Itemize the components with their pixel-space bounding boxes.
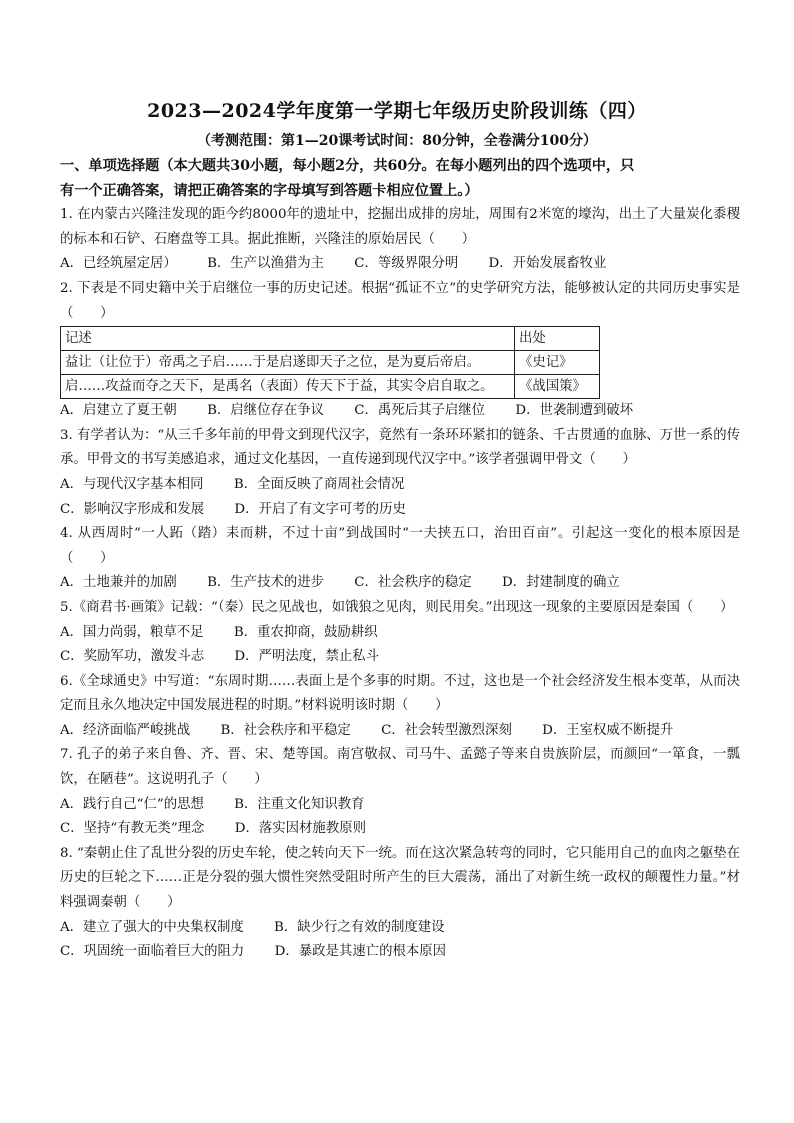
question-stem: 4. 从西周时“一人跖（踏）耒而耕，不过十亩”到战国时“一夫挟五口，治田百亩”。引起这一变化的根本原因是（ ）	[60, 526, 740, 566]
question-stem: 5.《商君书·画策》记载：“（秦）民之见战也，如饿狼之见肉，则民用矣。”出现这一现象的主要原因是秦国（ ）	[60, 599, 734, 615]
table-cell: 《战国策》	[515, 375, 600, 399]
option-d: D．世袭制遭到破坏	[515, 403, 634, 419]
exam-scope: （考测范围：第1—20课考试时间：80分钟，全卷满分100分）	[197, 133, 597, 149]
option-d: D．封建制度的确立	[501, 575, 620, 591]
option-c: C．社会秩序的稳定	[354, 575, 472, 591]
option-b: B．注重文化知识教育	[234, 796, 365, 812]
table-header-row	[61, 327, 600, 351]
question-4	[60, 522, 740, 596]
question-options	[60, 817, 740, 842]
option-c: C．奖励军功，激发斗志	[60, 649, 205, 665]
question-8	[60, 842, 740, 965]
option-a: A．国力尚弱，粮草不足	[60, 624, 204, 640]
question-stem: 8. “秦朝止住了乱世分裂的历史车轮，使之转向天下一统。而在这次紧急转弯的同时，它只能用自己的血肉之躯垫在历史的巨轮之下……正是分裂的强大惯性突然受阻时所产生的巨大震荡，涌出了对新生统一政权的颠覆性力量。”材料强调秦朝（ ）	[60, 845, 741, 911]
option-b: B．生产技术的进步	[207, 575, 325, 591]
question-options	[60, 645, 740, 670]
option-d: D．王室权威不断提升	[542, 722, 674, 738]
source-table	[60, 326, 600, 399]
table-row	[61, 375, 600, 399]
option-d: D．严明法度，禁止私斗	[234, 649, 380, 665]
question-options	[60, 571, 740, 596]
table-cell: 启……攻益而夺之天下，是禹名（表面）传天下于益，其实令启自取之。	[61, 375, 515, 399]
question-stem: 6.《全球通史》中写道：“东周时期……表面上是个多事的时期。不过，这也是一个社会经济发生根本变革，从而决定而且永久地决定中国发展进程的时期。”材料说明该时期（ ）	[60, 673, 740, 714]
option-d: D．暴政是其速亡的根本原因	[274, 944, 447, 960]
section-heading-line1: 一、单项选择题（本大题共30小题，每小题2分，共60分。在每小题列出的四个选项中，只	[60, 158, 635, 174]
question-stem: 7. 孔子的弟子来自鲁、齐、晋、宋、楚等国。南宫敬叔、司马牛、孟懿子等来自贵族阶层，而颜回“一箪食，一瓢饮，在陋巷”。这说明孔子（ ）	[60, 747, 740, 788]
question-options	[60, 473, 740, 498]
option-a: A．已经筑屋定居）	[60, 256, 177, 272]
question-options	[60, 940, 740, 965]
question-3	[60, 424, 740, 522]
table-cell: 《史记》	[515, 351, 600, 375]
option-c: C．坚持“有教无类”理念	[60, 821, 205, 837]
question-options	[60, 399, 740, 424]
question-5	[60, 596, 740, 670]
table-cell: 益让（让位于）帝禹之子启……于是启遂即天子之位，是为夏后帝启。	[61, 351, 515, 375]
option-b: B．启继位存在争议	[207, 403, 325, 419]
question-stem: 1. 在内蒙古兴隆洼发现的距今约8000年的遗址中，挖掘出成排的房址，周围有2米宽的壕沟，出土了大量炭化黍稷的标本和石铲、石磨盘等工具。据此推断，兴隆洼的原始居民（ ）	[60, 207, 740, 247]
question-7	[60, 743, 740, 841]
option-c: C．等级界限分明	[354, 256, 459, 272]
option-b: B．缺少行之有效的制度建设	[274, 919, 445, 935]
option-b: B．重农抑商，鼓励耕织	[233, 624, 378, 640]
option-a: A．建立了强大的中央集权制度	[60, 919, 244, 935]
table-header-cell: 出处	[515, 327, 600, 351]
question-options	[60, 916, 740, 941]
option-a: A．与现代汉字基本相同	[60, 476, 204, 492]
option-c: C．禹死后其子启继位	[354, 403, 486, 419]
section-heading-line2: 有一个正确答案，请把正确答案的字母填写到答题卡相应位置上。）	[60, 182, 479, 199]
option-d: D．开始发展畜牧业	[488, 256, 607, 272]
exam-content	[60, 154, 740, 965]
option-d: D．开启了有文字可考的历史	[234, 501, 406, 517]
question-6	[60, 670, 740, 744]
question-stem: 3. 有学者认为：“从三千多年前的甲骨文到现代汉字，竟然有一条环环紧扣的链条、千古贯通的血脉、万世一系的传承。甲骨文的书写美感追求，通过文化基因，一直传递到现代汉字中。”该学者强调甲骨文（ ）	[60, 427, 741, 468]
option-b: B．社会秩序和平稳定	[220, 722, 351, 738]
question-1	[60, 203, 740, 277]
option-c: C．社会转型激烈深刻	[381, 722, 512, 738]
table-row	[61, 351, 600, 375]
page-title: 2023—2024学年度第一学期七年级历史阶段训练（四）	[147, 100, 647, 122]
question-options	[60, 252, 740, 277]
question-options	[60, 719, 740, 744]
question-options	[60, 621, 740, 646]
question-2	[60, 277, 740, 424]
option-b: B．全面反映了商周社会情况	[233, 476, 405, 492]
option-a: A．启建立了夏王朝	[60, 403, 177, 419]
option-c: C．影响汉字形成和发展	[60, 501, 205, 517]
question-options	[60, 793, 740, 818]
option-a: A．经济面临严峻挑战	[60, 722, 191, 738]
option-a: A．践行自己“仁”的思想	[60, 796, 204, 812]
question-options	[60, 498, 740, 523]
option-d: D．落实因材施教原则	[234, 821, 366, 837]
option-a: A．土地兼并的加剧	[60, 575, 177, 591]
question-stem: 2. 下表是不同史籍中关于启继位一事的历史记述。根据“孤证不立”的史学研究方法，能够被认定的共同历史事实是（ ）	[60, 280, 740, 321]
option-b: B．生产以渔猎为主	[207, 256, 325, 272]
table-header-cell: 记述	[61, 327, 515, 351]
option-c: C．巩固统一面临着巨大的阻力	[60, 944, 245, 960]
